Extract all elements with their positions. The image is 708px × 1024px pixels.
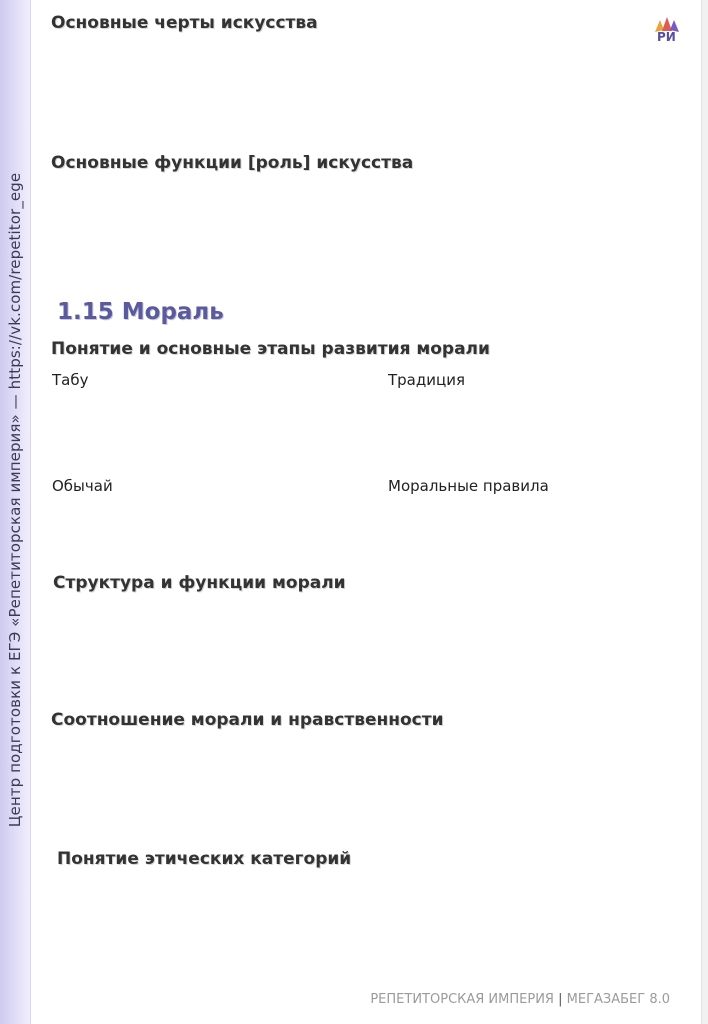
heading-structure: Структура и функции морали (53, 573, 346, 593)
stage-tradition: Традиция (388, 371, 465, 389)
logo-text: РИ (657, 30, 676, 44)
heading-relation: Соотношение морали и нравственности (51, 710, 444, 730)
heading-ethics: Понятие этических категорий (57, 849, 352, 869)
page-edge (701, 0, 708, 1024)
sidebar-caption: Центр подготовки к ЕГЭ «Репетиторская империя» — https://vk.com/repetitor_ege (6, 172, 24, 828)
sidebar-strip (0, 0, 31, 1024)
footer-brand: РЕПЕТИТОРСКАЯ ИМПЕРИЯ (370, 992, 554, 1007)
heading-art-features: Основные черты искусства (51, 13, 318, 33)
heading-moral-concept: Понятие и основные этапы развития морали (51, 339, 490, 359)
stage-custom: Обычай (52, 477, 113, 495)
section-title: 1.15 Мораль (57, 299, 224, 325)
footer-separator: | (558, 992, 563, 1007)
stage-moral-rules: Моральные правила (388, 477, 549, 495)
stage-taboo: Табу (52, 371, 89, 389)
footer-event: МЕГАЗАБЕГ 8.0 (566, 992, 670, 1007)
heading-art-functions: Основные функции [роль] искусства (51, 153, 414, 173)
footer (370, 992, 670, 1007)
